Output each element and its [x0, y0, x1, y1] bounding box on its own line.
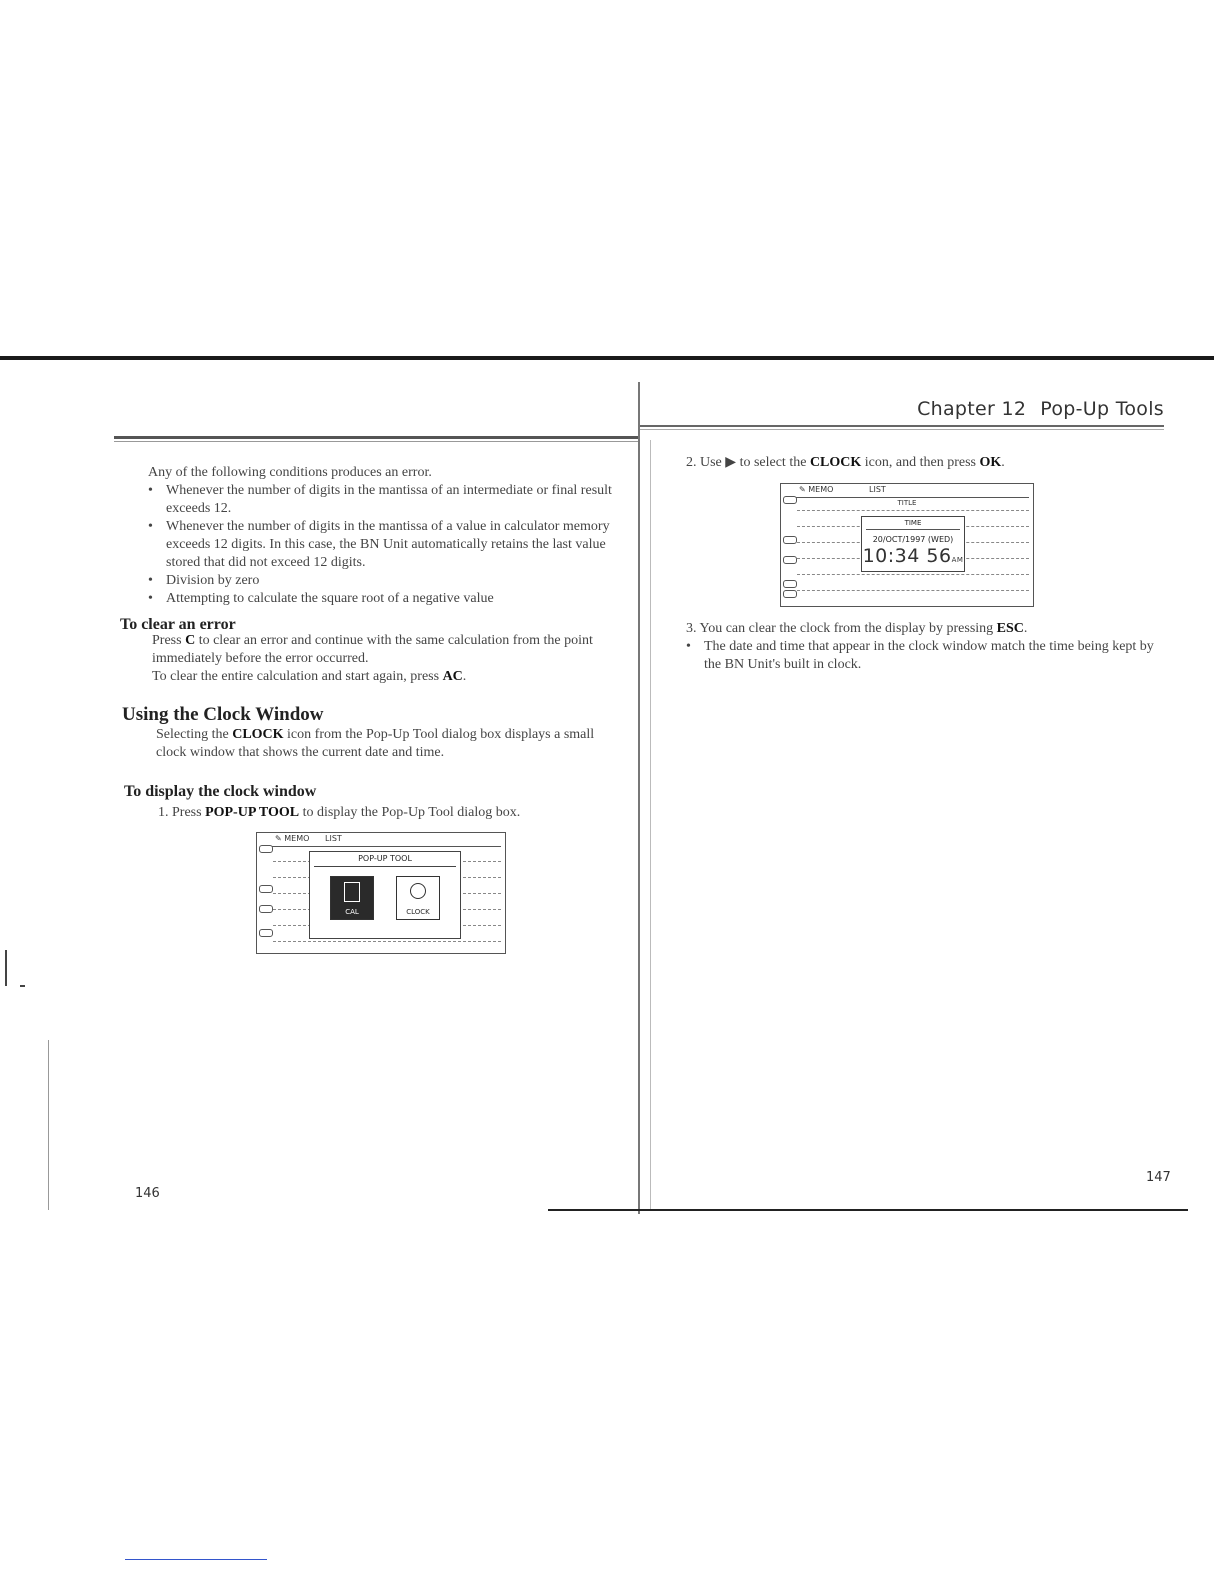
clear-error-paragraph: Press C to clear an error and continue with the same calculation from the point immediately before the error occurred. To clear the entire calculation and start again, press AC. [152, 633, 593, 684]
list-item: • Whenever the number of digits in the mantissa of an intermediate or final result exceeds 12. [148, 482, 620, 518]
clock-section-heading: Using the Clock Window [122, 704, 324, 725]
memo-line [797, 574, 1029, 575]
key-clock: CLOCK [232, 727, 284, 742]
display-clock-heading: To display the clock window [124, 783, 317, 800]
list-item: • Whenever the number of digits in the mantissa of a value in calculator memory exceeds 12 digits. In this case, the BN Unit automatically retains the last value stored that did not exceed 12 digits. [148, 518, 620, 572]
popup-title: POP-UP TOOL [358, 854, 412, 863]
left-header-rule-thin [114, 441, 638, 442]
binder-ring-icon [259, 845, 273, 853]
chapter-header [917, 398, 1164, 420]
key-c: C [185, 633, 196, 648]
error-conditions-list [148, 482, 620, 608]
error-intro: Any of the following conditions produces an error. [148, 465, 432, 480]
binder-ring-icon [783, 496, 797, 504]
clock-ampm: AM [951, 556, 964, 564]
key-ok: OK [979, 455, 1002, 470]
clock-icon [410, 883, 426, 899]
scan-artifact-line [125, 1559, 267, 1560]
left-header-rule [114, 436, 638, 439]
right-arrow-icon: ▶ [725, 455, 737, 470]
key-popup-tool: POP-UP TOOL [205, 805, 300, 820]
clock-tool-button[interactable]: CLOCK [396, 876, 440, 920]
title-field: TITLE [897, 499, 917, 507]
bottom-rule [548, 1209, 1188, 1211]
binder-ring-icon [259, 929, 273, 937]
key-clock: CLOCK [809, 455, 862, 470]
list-item: • Attempting to calculate the square root of a negative value [148, 590, 620, 608]
calculator-icon [344, 882, 360, 902]
right-header-rule [640, 425, 1164, 427]
page-spine [638, 382, 640, 1214]
top-rule [0, 356, 1214, 360]
popup-separator [314, 866, 456, 867]
page-spine-shadow [650, 440, 651, 1210]
page-number-left: 146 [135, 1186, 160, 1201]
memo-tab: ✎ MEMO [275, 834, 310, 843]
popup-tool-dialog [309, 851, 461, 939]
right-header-rule-thin [640, 429, 1164, 430]
screen-popup-tool [256, 832, 506, 954]
step-1: 1. Press POP-UP TOOL to display the Pop-Up Tool dialog box. [158, 805, 521, 820]
list-item: • Division by zero [148, 572, 620, 590]
page-number-right: 147 [1146, 1170, 1171, 1185]
screen-header [267, 833, 501, 847]
clock-window [861, 516, 965, 572]
clock-time: 10:34 56AM [862, 545, 964, 567]
clock-section-paragraph: Selecting the CLOCK icon from the Pop-Up Tool dialog box displays a small clock window that shows the current date and time. [156, 727, 595, 760]
memo-line [273, 941, 501, 942]
clock-separator [866, 529, 960, 530]
margin-mark [48, 1040, 49, 1210]
clock-note-list [686, 638, 1166, 674]
cal-tool-button[interactable]: CAL [330, 876, 374, 920]
list-item: • The date and time that appear in the clock window match the time being kept by the BN Unit's built in clock. [686, 638, 1166, 674]
clock-title: TIME [904, 519, 922, 527]
memo-line [797, 510, 1029, 511]
binder-ring-icon [259, 885, 273, 893]
chapter-label: Chapter 12 [917, 398, 1027, 420]
step-3: 3. You can clear the clock from the display by pressing ESC. [686, 621, 1028, 636]
chapter-title: Pop-Up Tools [1040, 398, 1164, 420]
binder-ring-icon [783, 590, 797, 598]
binder-ring-icon [783, 536, 797, 544]
list-tab: LIST [869, 485, 886, 494]
margin-mark [20, 985, 25, 987]
screen-clock-window [780, 483, 1034, 607]
clear-error-heading: To clear an error [120, 616, 236, 633]
binder-ring-icon [783, 556, 797, 564]
list-tab: LIST [325, 834, 342, 843]
key-esc: ESC [996, 621, 1024, 636]
memo-line [797, 590, 1029, 591]
key-ac: AC [442, 669, 463, 684]
margin-mark [5, 950, 7, 986]
screen-header [791, 484, 1029, 498]
step-2: 2. Use ▶ to select the CLOCK icon, and then press OK. [686, 455, 1005, 470]
binder-ring-icon [783, 580, 797, 588]
memo-tab: ✎ MEMO [799, 485, 834, 494]
clock-date: 20/OCT/1997 (WED) [872, 535, 954, 544]
binder-ring-icon [259, 905, 273, 913]
